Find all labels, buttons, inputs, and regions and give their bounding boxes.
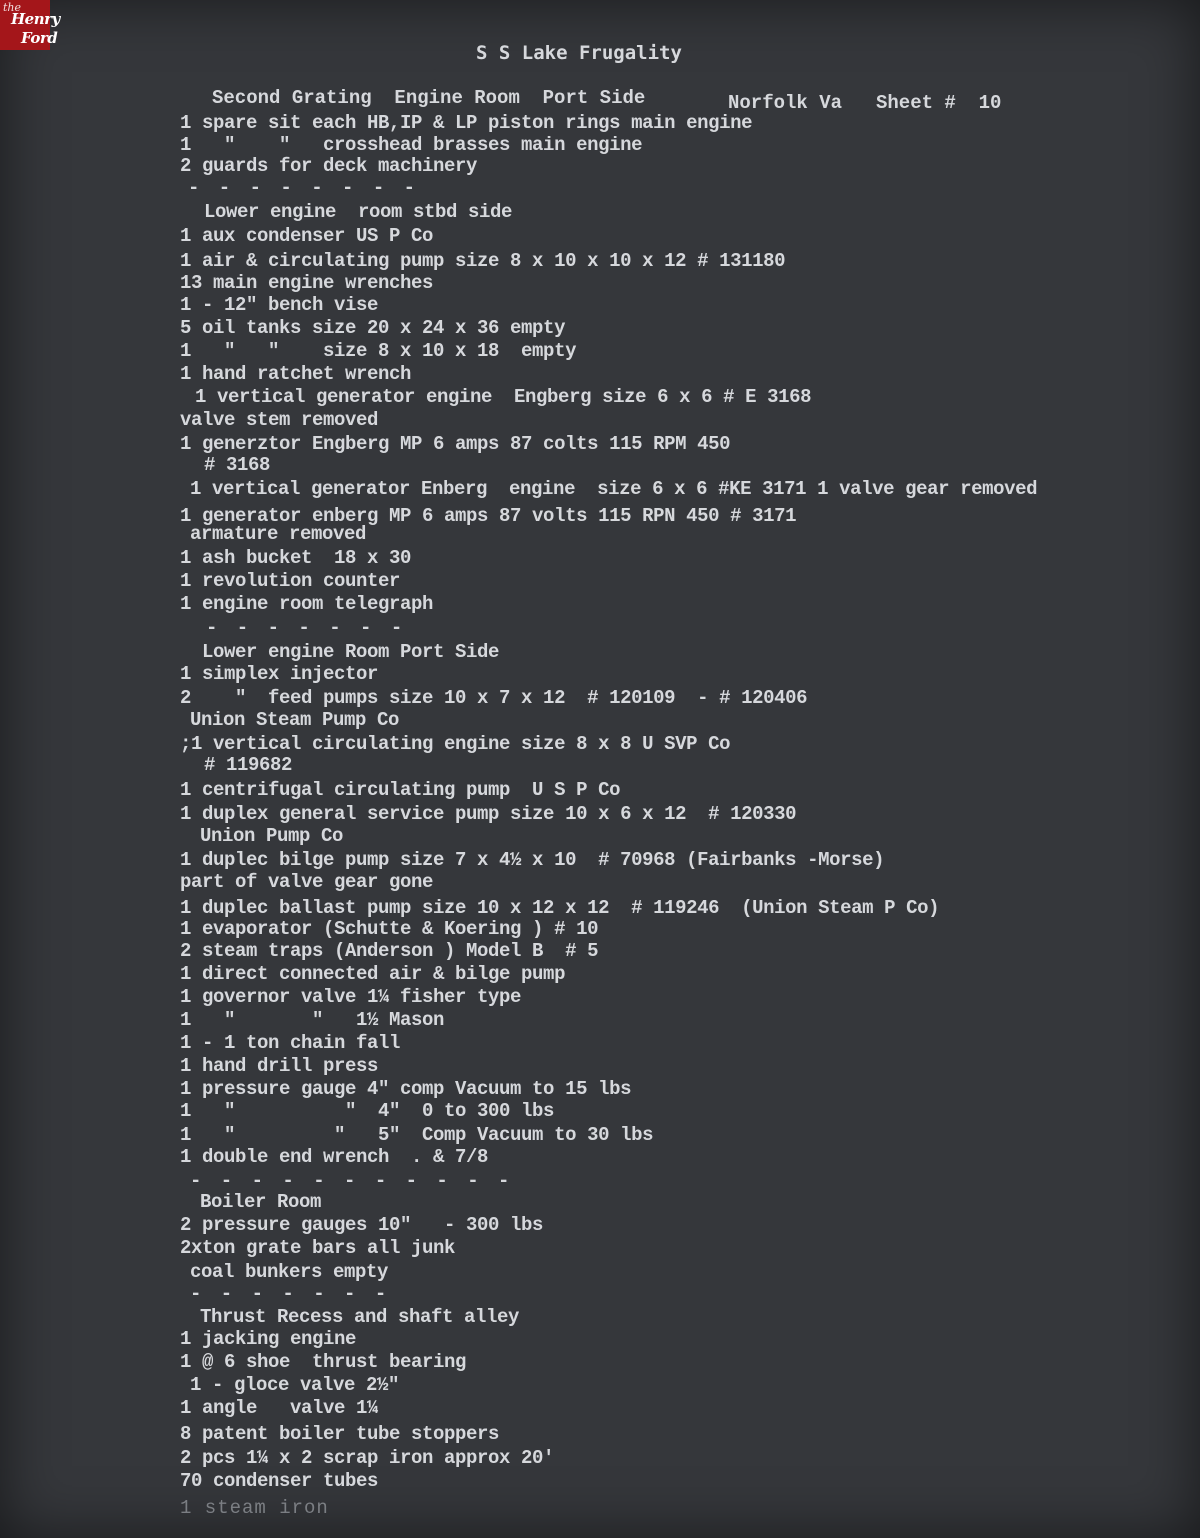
sheet-number: Sheet # 10 <box>876 92 1002 114</box>
inventory-line: 1 angle valve 1¼ <box>180 1397 379 1419</box>
location-text: Norfolk Va <box>728 92 843 114</box>
inventory-line: coal bunkers empty <box>190 1261 389 1283</box>
section-divider: - - - - - - - - - - - <box>190 1170 514 1192</box>
inventory-line: 2 " feed pumps size 10 x 7 x 12 # 120109 - # 120406 <box>180 687 808 709</box>
inventory-line: 5 oil tanks size 20 x 24 x 36 empty <box>180 317 566 339</box>
inventory-line: 1 evaporator (Schutte & Koering ) # 10 <box>180 918 599 940</box>
inventory-line: 2xton grate bars all junk <box>180 1237 456 1259</box>
inventory-line: 1 vertical generator Enberg engine size 6 x 6 #KE 3171 1 valve gear removed <box>190 478 1038 500</box>
inventory-line: 1 " " 4" 0 to 300 lbs <box>180 1100 555 1122</box>
inventory-line: 1 @ 6 shoe thrust bearing <box>180 1351 467 1373</box>
inventory-line: 1 spare sit each HB,IP & LP piston rings main engine <box>180 112 753 134</box>
inventory-line: 1 duplec bilge pump size 7 x 4½ x 10 # 70968 (Fairbanks -Morse) <box>180 849 885 871</box>
inventory-line: Boiler Room <box>200 1191 322 1213</box>
logo-ford: Ford <box>21 29 58 47</box>
document-title: S S Lake Frugality <box>476 42 682 64</box>
inventory-line: 1 aux condenser US P Co <box>180 225 434 247</box>
section-divider: - - - - - - - <box>206 617 407 639</box>
inventory-line: 1 revolution counter <box>180 570 401 592</box>
inventory-line: 1 " " 5" Comp Vacuum to 30 lbs <box>180 1124 654 1146</box>
logo-the: the <box>3 1 22 14</box>
inventory-line: valve stem removed <box>180 409 379 431</box>
inventory-line: 1 air & circulating pump size 8 x 10 x 10 x 12 # 131180 <box>180 250 786 272</box>
inventory-line: 1 generator enberg MP 6 amps 87 volts 115 RPN 450 # 3171 <box>180 505 797 527</box>
inventory-line: ;1 vertical circulating engine size 8 x 8 U SVP Co <box>180 733 731 755</box>
section-divider: - - - - - - - <box>190 1283 391 1305</box>
inventory-line: Thrust Recess and shaft alley <box>200 1306 520 1328</box>
inventory-line: 1 " " 1½ Mason <box>180 1009 445 1031</box>
henry-ford-logo <box>0 0 60 50</box>
inventory-line: 1 ash bucket 18 x 30 <box>180 547 412 569</box>
inventory-line: 1 hand ratchet wrench <box>180 363 412 385</box>
inventory-line: Lower engine Room Port Side <box>202 641 500 663</box>
logo-henry: Henry <box>11 10 60 28</box>
inventory-line: Lower engine room stbd side <box>204 201 513 223</box>
inventory-line: 1 vertical generator engine Engberg size 6 x 6 # E 3168 <box>195 386 812 408</box>
inventory-line: # 119682 <box>204 754 293 776</box>
inventory-line: 1 engine room telegraph <box>180 593 434 615</box>
inventory-line: 2 pcs 1¼ x 2 scrap iron approx 20' <box>180 1447 555 1469</box>
inventory-line: 1 duplex general service pump size 10 x 6 x 12 # 120330 <box>180 803 797 825</box>
inventory-line: Union Pump Co <box>200 825 344 847</box>
inventory-line: part of valve gear gone <box>180 871 434 893</box>
inventory-line: # 3168 <box>204 454 271 476</box>
inventory-line: 1 double end wrench . & 7/8 <box>180 1146 489 1168</box>
inventory-line: 1 generztor Engberg MP 6 amps 87 colts 115 RPM 450 <box>180 433 731 455</box>
inventory-line: 8 patent boiler tube stoppers <box>180 1423 500 1445</box>
inventory-line: 1 - 12" bench vise <box>180 294 379 316</box>
inventory-line: 1 - 1 ton chain fall <box>180 1032 401 1054</box>
inventory-line: 1 simplex injector <box>180 663 379 685</box>
inventory-line: 13 main engine wrenches <box>180 272 434 294</box>
inventory-line: 1 hand drill press <box>180 1055 379 1077</box>
inventory-line: 1 steam iron <box>180 1497 329 1519</box>
inventory-line: 2 pressure gauges 10" - 300 lbs <box>180 1214 544 1236</box>
inventory-line: 1 jacking engine <box>180 1328 357 1350</box>
inventory-line: 70 condenser tubes <box>180 1470 379 1492</box>
inventory-line: 1 governor valve 1¼ fisher type <box>180 986 522 1008</box>
inventory-line: armature removed <box>190 523 367 545</box>
inventory-line: Union Steam Pump Co <box>190 709 400 731</box>
inventory-line: 2 guards for deck machinery <box>180 155 478 177</box>
inventory-line: 1 pressure gauge 4" comp Vacuum to 15 lbs <box>180 1078 632 1100</box>
section-header: Second Grating Engine Room Port Side <box>212 87 646 109</box>
inventory-line: 1 centrifugal circulating pump U S P Co <box>180 779 621 801</box>
inventory-line: 1 " " size 8 x 10 x 18 empty <box>180 340 577 362</box>
inventory-line: 1 " " crosshead brasses main engine <box>180 134 643 156</box>
inventory-line: 1 - gloce valve 2½" <box>190 1374 400 1396</box>
inventory-line: 1 duplec ballast pump size 10 x 12 x 12 # 119246 (Union Steam P Co) <box>180 897 940 919</box>
inventory-line: 1 direct connected air & bilge pump <box>180 963 566 985</box>
inventory-line: 2 steam traps (Anderson ) Model B # 5 <box>180 940 599 962</box>
section-divider: - - - - - - - - <box>188 177 420 199</box>
